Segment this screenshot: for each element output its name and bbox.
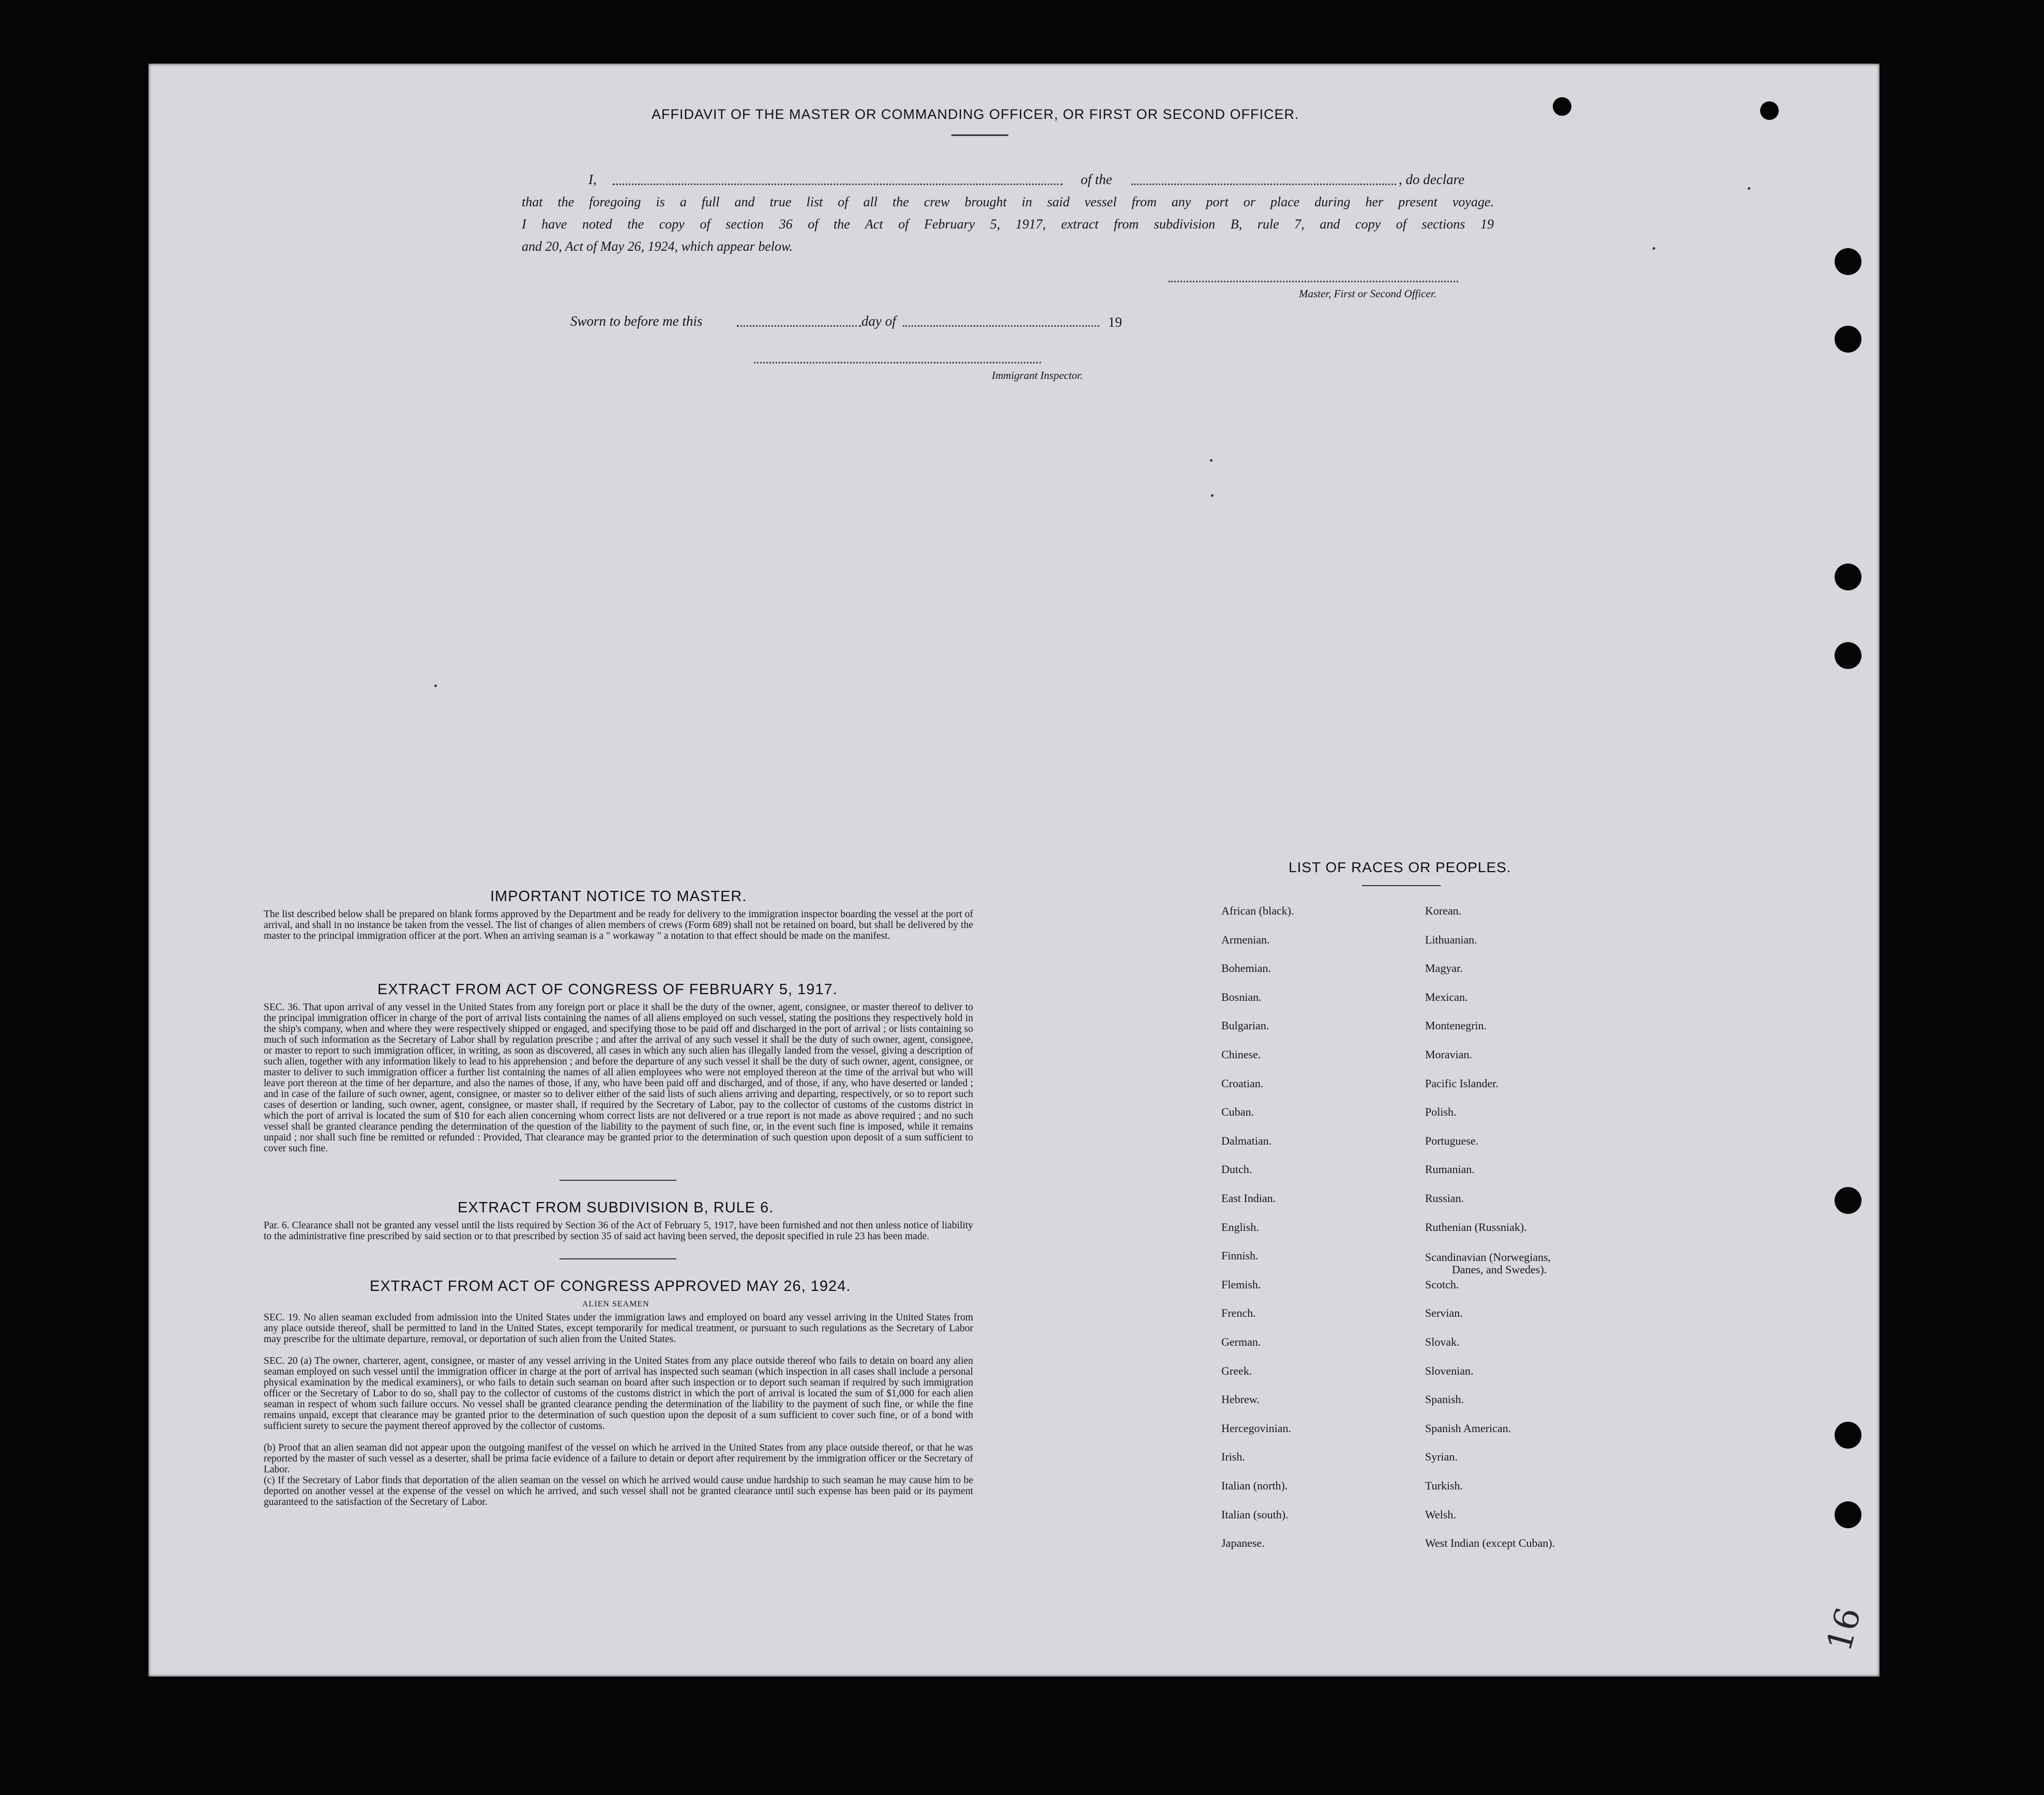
binder-hole [1835,564,1861,590]
sworn-year-label: 19 [1108,314,1122,330]
affidavit-line-2: that the foregoing is a full and true list of all the crew brought in said vessel from any port or place during her present voyage. [522,194,1494,209]
races-title-underline [1362,885,1441,886]
race-item: Scotch. [1425,1278,1459,1291]
race-item: Armenian. [1221,933,1270,946]
sworn-day-of-label: day of [861,313,896,329]
race-item: Portuguese. [1425,1134,1479,1147]
race-item: Slovenian. [1425,1364,1474,1377]
race-item: Mexican. [1425,991,1468,1003]
sec20b-body: (b) Proof that an alien seaman did not appear upon the outgoing manifest of the vessel on which he arrived in the United States from any place outside thereof, or that he was reported by the master of such vessel as a deserter, shall be prima facie evidence of a failure to detain or deport after requirement by the immigration officer or the Secretary of Labor. [264,1442,973,1475]
race-item: Chinese. [1221,1048,1261,1061]
race-item: Ruthenian (Russniak). [1425,1221,1527,1234]
affidavit-declare-label: , do declare [1399,172,1465,187]
speck [434,684,437,687]
binder-hole [1553,97,1571,116]
race-item: French. [1221,1306,1256,1319]
inspector-signature-line[interactable] [754,362,1041,363]
inspector-label: Immigrant Inspector. [992,369,1083,382]
race-item: Hebrew. [1221,1393,1260,1406]
races-title: LIST OF RACES OR PEOPLES. [1289,859,1511,875]
master-signature-label: Master, First or Second Officer. [1299,287,1436,300]
binder-hole [1835,1501,1861,1528]
speck [1210,459,1213,462]
race-item: Polish. [1425,1105,1457,1118]
race-item: Pacific Islander. [1425,1077,1498,1090]
race-item: Magyar. [1425,962,1463,975]
extract-1924-title: EXTRACT FROM ACT OF CONGRESS APPROVED MAY 26, 1924. [370,1278,851,1295]
handwritten-page-number: 16 [1819,1603,1869,1656]
race-item: Servian. [1425,1306,1463,1319]
sworn-month-blank[interactable] [903,325,1099,327]
race-item: African (black). [1221,904,1294,917]
notice-title: IMPORTANT NOTICE TO MASTER. [490,888,747,905]
title-underline [951,134,1008,136]
affidavit-line-4: and 20, Act of May 26, 1924, which appear below. [522,239,793,254]
notice-body: The list described below shall be prepared on blank forms approved by the Department and be ready for delivery to the immigration inspector boarding the vessel at the port of arrival, and shall in no instance be taken from the vessel. The list of changes of alien members of crews (Form 689) shall not be retained on board, but shall be delivered by the master to the principal immigration officer at the port. When an arriving seaman is a " workaway " a notation to that effect should be made on the manifest. [264,909,973,941]
race-item: Moravian. [1425,1048,1473,1061]
extract-1917-body: SEC. 36. That upon arrival of any vessel in the United States from any foreign port or place it shall be the duty of the owner, agent, consignee, or master thereof to deliver to the principal immigration officer in charge of the port of arrival lists containing the names of all aliens employed on such vessel, stating the positions they respectively hold in the ship's company, when and where they were respectively shipped or engaged, and specifying those to be paid off and discharged in the port of arrival ; or lists containing so much of such information as the Secretary of Labor shall by regulation prescribe ; and after the arrival of any such vessel it shall be the duty of such owner, agent, consignee, or master to report to such immigration officer, in writing, as soon as discovered, all cases in which any such alien has illegally landed from the vessel, giving a description of such alien, together with any information likely to lead to his apprehension ; and before the departure of any such vessel it shall be the duty of such owner, agent, consignee, or master to deliver to such immigration officer a further list containing the names of all alien employees who were not employed thereon at the time of the arrival but who will leave port thereon at the time of her departure, and also the names of those, if any, who have been paid off and discharged, and of those, if any, who have deserted or landed ; and in case of the failure of such owner, agent, consignee, or master so to deliver either of the said lists of such aliens arriving and departing, respectively, or so to report such cases of desertion or landing, such owner, agent, consignee, or master shall, if required by the Secretary of Labor, pay to the collector of customs of the customs district in which the port of arrival is located the sum of $10 for each alien concerning whom correct lists are not delivered or a true report is not made as above required ; and no such vessel shall be granted clearance pending the determination of the question of the liability to the payment of such fine, or, in the event such fine is imposed, while it remains unpaid ; nor shall such fine be remitted or refunded : Provided, That clearance may be granted prior to the determination of such question upon deposit of a sum sufficient to cover such fine. [264,1002,973,1154]
divider [559,1180,676,1181]
sworn-day-blank[interactable] [737,325,861,327]
race-item: Welsh. [1425,1508,1456,1521]
sworn-label: Sworn to before me this [570,313,703,329]
race-item: Italian (south). [1221,1508,1289,1521]
rule6-title: EXTRACT FROM SUBDIVISION B, RULE 6. [458,1199,774,1216]
binder-hole [1835,326,1861,353]
race-item: West Indian (except Cuban). [1425,1537,1555,1549]
name-blank[interactable] [613,184,1063,185]
affidavit-of-the-label: of the [1081,172,1112,187]
race-item: Italian (north). [1221,1479,1288,1492]
race-item: Greek. [1221,1364,1252,1377]
race-item: Rumanian. [1425,1163,1475,1176]
affidavit-title: AFFIDAVIT OF THE MASTER OR COMMANDING OFFICER, OR FIRST OR SECOND OFFICER. [652,107,1299,122]
race-item: Hercegovinian. [1221,1422,1291,1435]
speck [1653,247,1655,250]
race-item: Turkish. [1425,1479,1463,1492]
race-item: English. [1221,1221,1259,1234]
race-item: German. [1221,1335,1261,1348]
binder-hole [1760,101,1779,120]
race-item: Dutch. [1221,1163,1252,1176]
race-item: Scandinavian (Norwegians, [1425,1251,1551,1264]
race-item: Finnish. [1221,1249,1259,1262]
speck [1211,494,1214,497]
race-item: Irish. [1221,1450,1245,1463]
race-item: Croatian. [1221,1077,1264,1090]
master-signature-line[interactable] [1169,281,1458,282]
race-item: Cuban. [1221,1105,1254,1118]
race-item: Montenegrin. [1425,1019,1487,1032]
binder-hole [1835,248,1861,275]
vessel-blank[interactable] [1131,184,1396,185]
race-item: Slovak. [1425,1335,1460,1348]
race-item: Bulgarian. [1221,1019,1269,1032]
race-item: Korean. [1425,904,1462,917]
divider [559,1258,676,1259]
race-item: Russian. [1425,1192,1464,1205]
rule6-body: Par. 6. Clearance shall not be granted any vessel until the lists required by Section 36 of the Act of February 5, 1917, have been furnished and not then unless notice of liability to the administrative fine prescribed by said section or to that prescribed by section 35 of said act having been served, the deposit specified in rule 23 has been made. [264,1220,973,1242]
alien-seamen-subtitle: ALIEN SEAMEN [582,1300,649,1309]
race-item: Syrian. [1425,1450,1458,1463]
speck [1748,187,1750,190]
race-item: East Indian. [1221,1192,1276,1205]
affidavit-line-3: I have noted the copy of section 36 of the Act of February 5, 1917, extract from subdivision B, rule 7, and copy of sections 19 [522,217,1494,232]
race-item: Lithuanian. [1425,933,1477,946]
sec20a-body: SEC. 20 (a) The owner, charterer, agent, consignee, or master of any vessel arriving in the United States from any place outside thereof who fails to detain on board any alien seaman employed on such vessel until the immigration officer in charge at the port of arrival has inspected such seaman (which inspection in all cases shall include a personal physical examination by the medical examiners), or who fails to detain such seaman on board after such inspection or to deport such seaman if required by such immigration officer or the Secretary of Labor to do so, shall pay to the collector of customs of the customs district in which the port of arrival is located the sum of $1,000 for each alien seaman in respect of whom such failure occurs. No vessel shall be granted clearance pending the determination of the liability to the payment of such fine, or while the fine remains unpaid, except that clearance may be granted prior to the determination of such question upon the deposit of a sum sufficient to cover such fine, or of a bond with sufficient surety to secure the payment thereof approved by the collector of customs. [264,1356,973,1432]
race-item: Japanese. [1221,1537,1265,1549]
document-page [148,64,1880,1677]
race-item: Spanish American. [1425,1422,1511,1435]
race-item: Bohemian. [1221,962,1271,975]
affidavit-i-label: I, [588,172,597,187]
sec20c-body: (c) If the Secretary of Labor finds that deportation of the alien seaman on the vessel on which he arrived would cause undue hardship to such seaman he may cause him to be deported on another vessel at the expense of the vessel on which he arrived, and such vessel shall not be granted clearance until such expense has been paid or its payment guaranteed to the satisfaction of the Secretary of Labor. [264,1475,973,1508]
binder-hole [1835,1422,1861,1449]
extract-1917-title: EXTRACT FROM ACT OF CONGRESS OF FEBRUARY 5, 1917. [377,981,838,998]
race-item: Spanish. [1425,1393,1464,1406]
binder-hole [1835,1187,1861,1214]
race-item: Bosnian. [1221,991,1262,1003]
race-item: Dalmatian. [1221,1134,1272,1147]
sec19-body: SEC. 19. No alien seaman excluded from admission into the United States under the immigration laws and employed on board any vessel arriving in the United States from any place outside thereof, shall be permitted to land in the United States, except temporarily for medical treatment, or pursuant to such regulations as the Secretary of Labor may prescribe for the ultimate departure, removal, or deportation of such alien from the United States. [264,1312,973,1345]
race-item: Flemish. [1221,1278,1261,1291]
binder-hole [1835,642,1861,669]
race-item-continuation: Danes, and Swedes). [1452,1263,1547,1276]
